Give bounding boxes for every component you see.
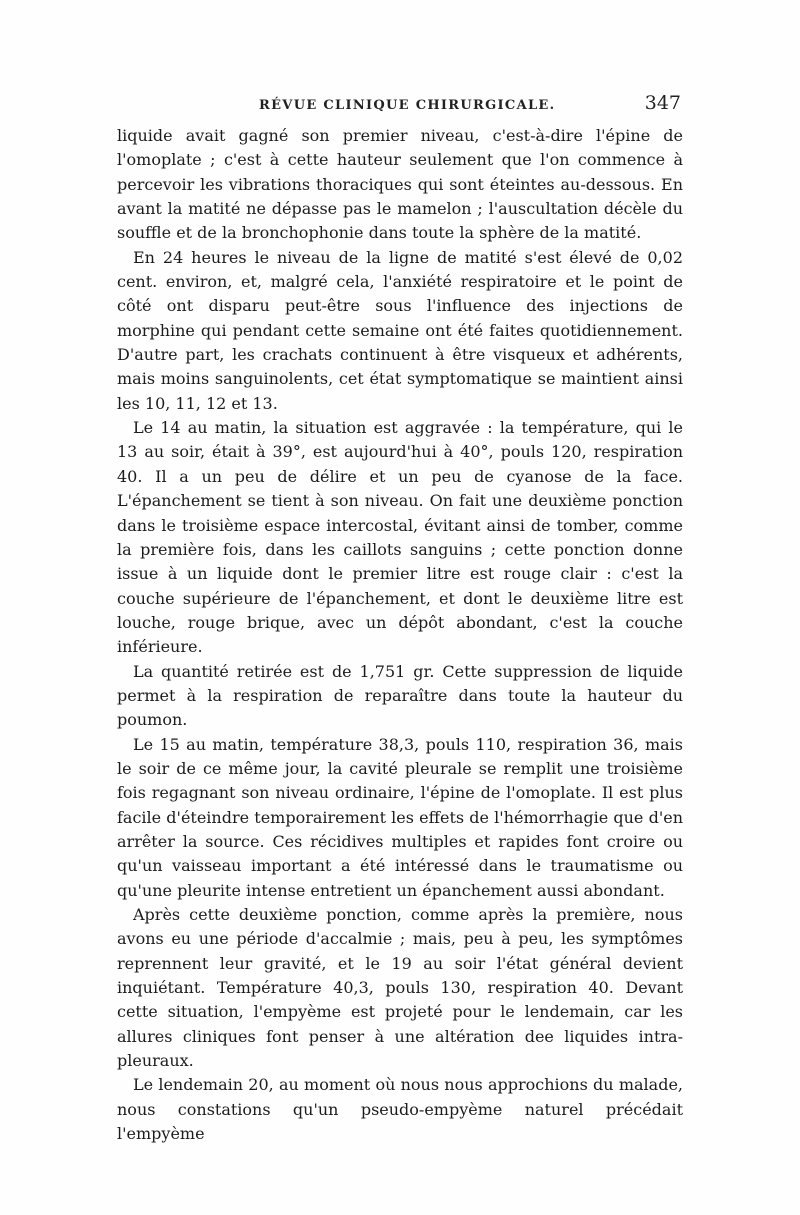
- running-title: RÉVUE CLINIQUE CHIRURGICALE.: [259, 98, 556, 113]
- paragraph: Le 14 au matin, la situation est aggravée : la température, qui le 13 au soir, était à 39°, est aujourd'hui à 40°, pouls 120, respiration 40. Il a un peu de délire et un peu de cyanose de la face. L'épanchement se tient à son niveau. On fait une deuxième ponction dans le troisième espace intercostal, évitant ainsi de tomber, comme la première fois, dans les caillots sanguins ; cette ponction donne issue à un liquide dont le premier litre est rouge clair : c'est la couche supérieure de l'épanchement, et dont le deuxième litre est louche, rouge brique, avec un dépôt abondant, c'est la couche inférieure.: [117, 418, 683, 657]
- page-body: [117, 124, 683, 1146]
- paragraph: Le 15 au matin, température 38,3, pouls 110, respiration 36, mais le soir de ce même jour, la cavité pleurale se remplit une troisième fois regagnant son niveau ordinaire, l'épine de l'omoplate. Il est plus facile d'éteindre temporairement les effets de l'hémorrhagie que d'en arrêter la source. Ces récidives multiples et rapides font croire ou qu'un vaisseau important a été intéressé dans le traumatisme ou qu'une pleurite intense entretient un épanchement aussi abondant.: [117, 734, 683, 900]
- page-number: 347: [644, 92, 681, 114]
- paragraph: liquide avait gagné son premier niveau, c'est-à-dire l'épine de l'omoplate ; c'est à cette hauteur seulement que l'on commence à percevoir les vibrations thoraciques qui sont éteintes au-dessous. En avant la matité ne dépasse pas le mamelon ; l'auscultation décèle du souffle et de la bronchophonie dans toute la sphère de la matité.: [117, 126, 683, 243]
- paragraph: Après cette deuxième ponction, comme après la première, nous avons eu une période d'accalmie ; mais, peu à peu, les symptômes reprennent leur gravité, et le 19 au soir l'état général devient inquiétant. Température 40,3, pouls 130, respiration 40. Devant cette situation, l'empyème est projeté pour le lendemain, car les allures cliniques font penser à une altération dee liquides intra-pleuraux.: [117, 905, 683, 1071]
- paragraph: En 24 heures le niveau de la ligne de matité s'est élevé de 0,02 cent. environ, et, malgré cela, l'anxiété respiratoire et le point de côté ont disparu peut-être sous l'influence des injections de morphine qui pendant cette semaine ont été faites quotidiennement. D'autre part, les crachats continuent à être visqueux et adhérents, mais moins sanguinolents, cet état symptomatique se maintient ainsi les 10, 11, 12 et 13.: [117, 247, 683, 413]
- page-header: [117, 92, 683, 120]
- paragraph: Le lendemain 20, au moment où nous nous approchions du malade, nous constations qu'un pseudo-empyème naturel précédait l'empyème: [117, 1075, 683, 1144]
- paragraph: La quantité retirée est de 1,751 gr. Cette suppression de liquide permet à la respiration de reparaître dans toute la hauteur du poumon.: [117, 661, 683, 730]
